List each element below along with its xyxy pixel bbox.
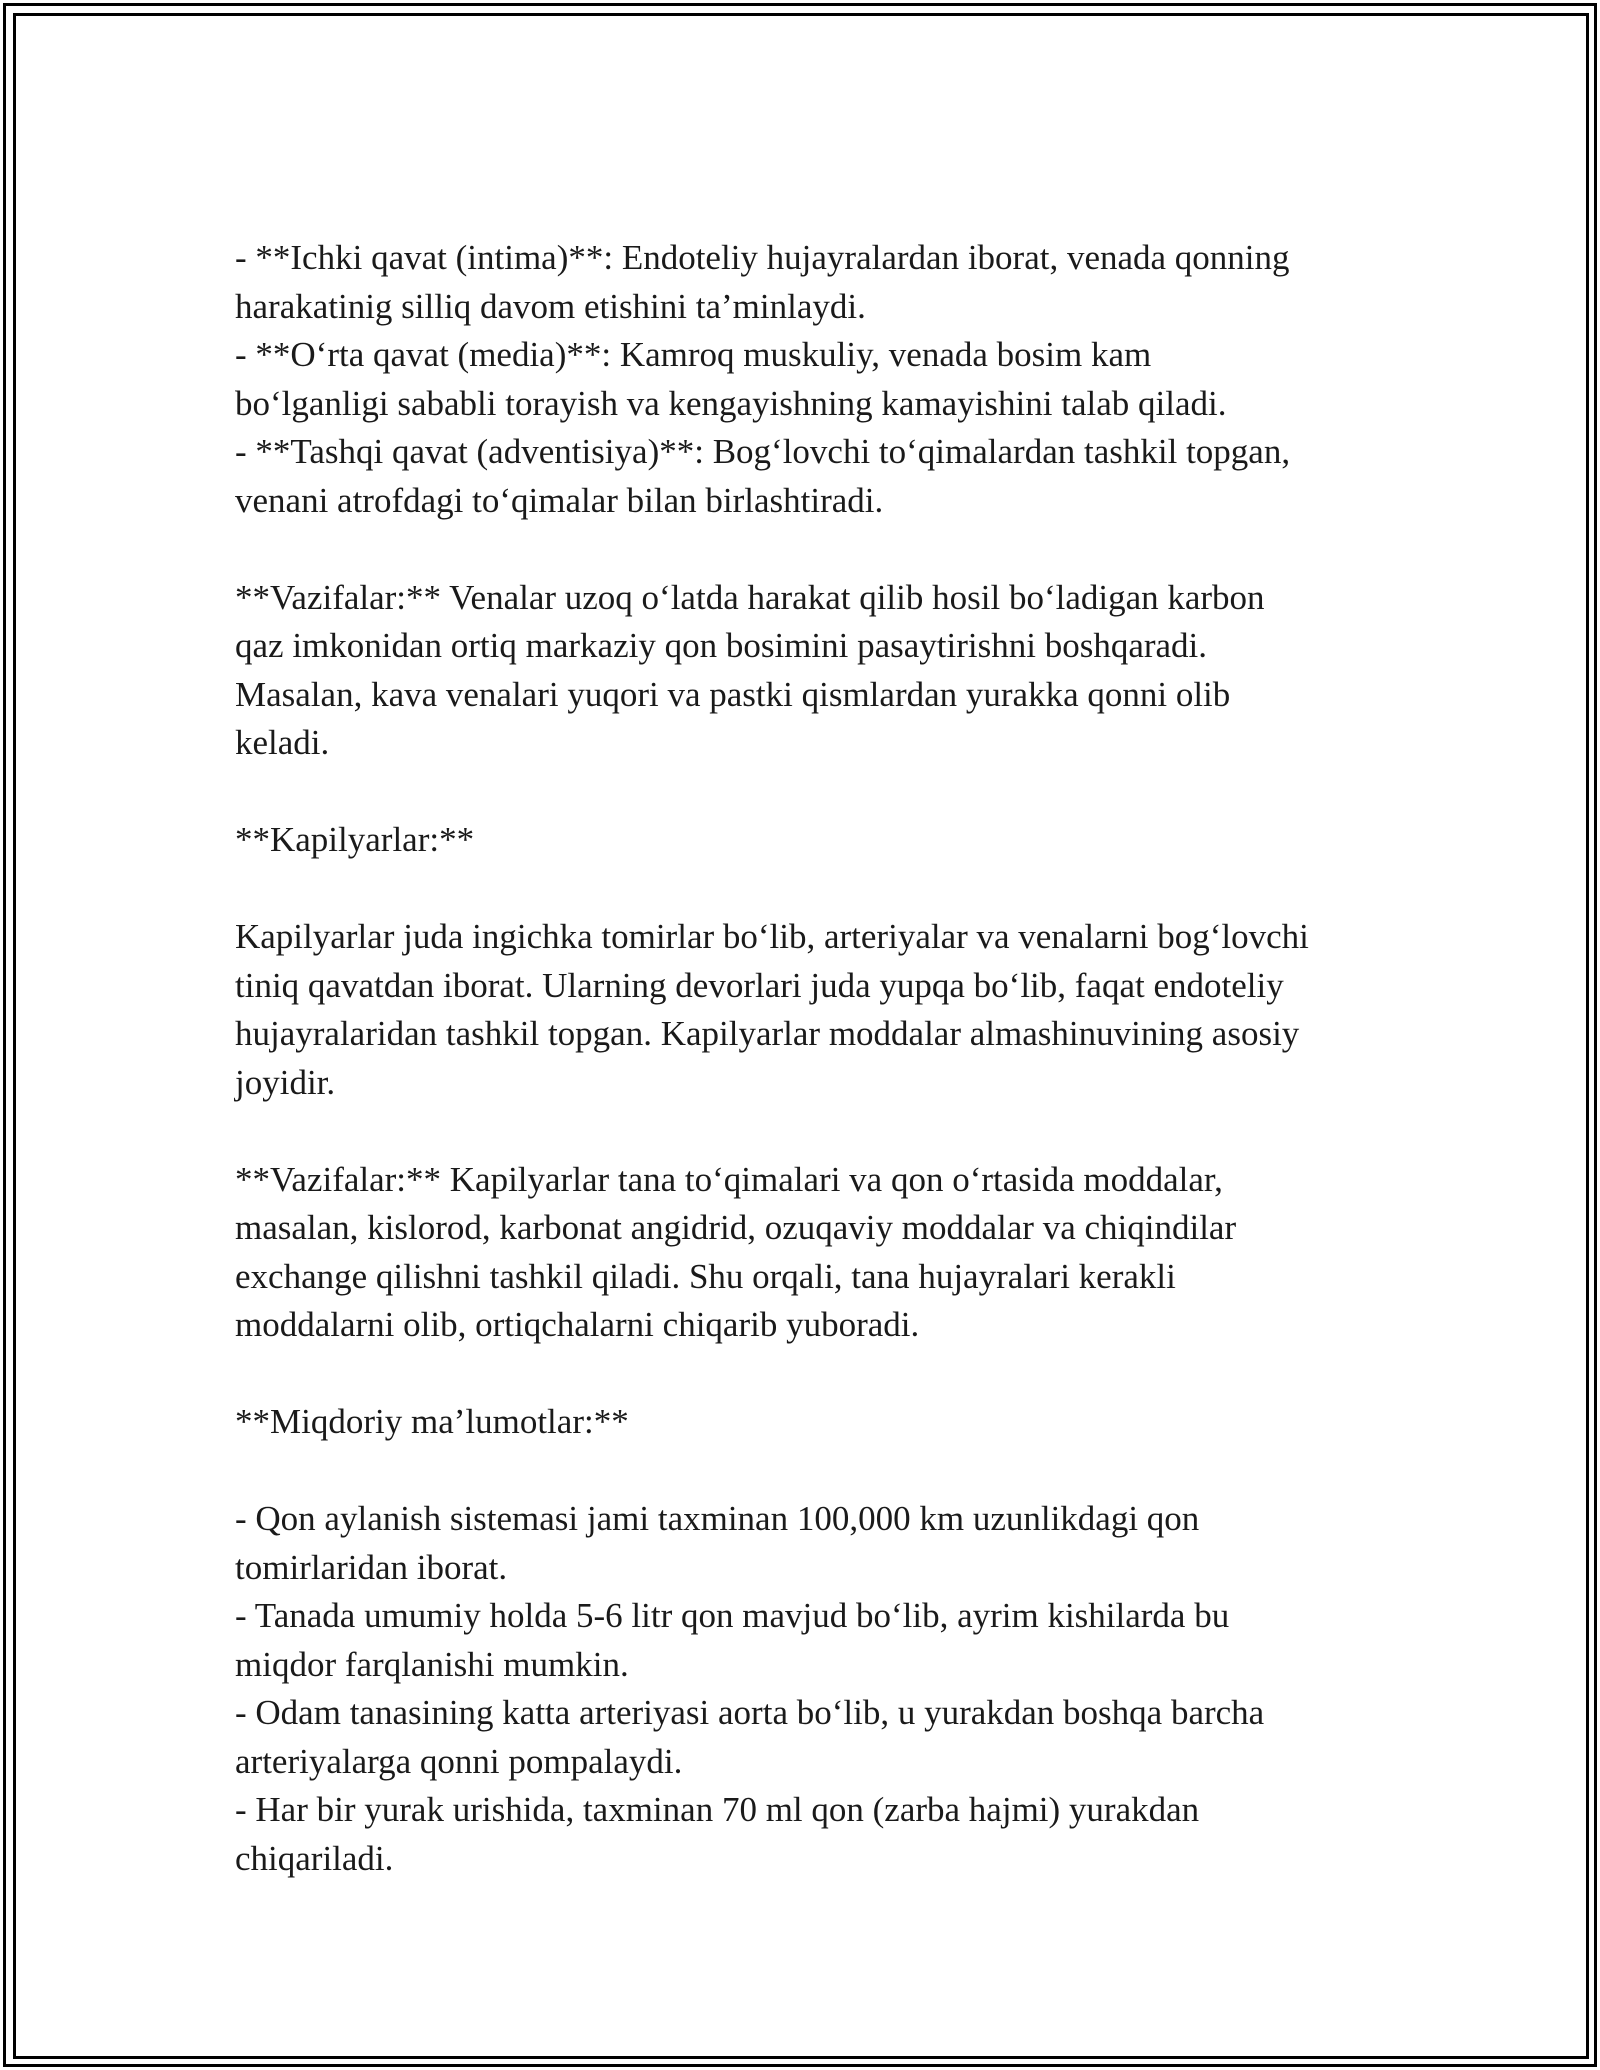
text-line: exchange qilishni tashkil qiladi. Shu orqali, tana hujayralari kerakli [235,1256,1176,1296]
text-line: arteriyalarga qonni pompalaydi. [235,1741,683,1781]
text-line: keladi. [235,723,330,762]
text-line: tomirlaridan iborat. [235,1547,508,1587]
text-line: **Kapilyarlar:** [235,820,475,859]
text-line: chiqariladi. [235,1838,394,1878]
text-line: - Har bir yurak urishida, taxminan 70 ml qon (zarba hajmi) yurakdan [235,1790,1200,1829]
text-line: - **O‘rta qavat (media)**: Kamroq muskuliy, venada bosim kam [235,335,1152,374]
text-line: hujayralaridan tashkil topgan. Kapilyarlar moddalar almashinuvining asosiy [235,1014,1300,1053]
paragraph-capillaries-functions [235,1156,1375,1350]
text-line: miqdor farqlanishi mumkin. [235,1644,629,1684]
paragraph-vein-functions [235,574,1375,768]
heading-quantitative-data [235,1398,1375,1447]
text-line: bo‘lganligi sababli torayish va kengayishning kamayishini talab qiladi. [235,383,1227,423]
text-line: moddalarni olib, ortiqchalarni chiqarib yuboradi. [235,1305,920,1344]
text-line: **Vazifalar:** Kapilyarlar tana to‘qimalari va qon o‘rtasida moddalar, [235,1159,1223,1199]
text-line: **Vazifalar:** Venalar uzoq o‘latda harakat qilib hosil bo‘ladigan karbon [235,577,1265,617]
paragraph-vein-layers [235,234,1375,525]
text-line: masalan, kislorod, karbonat angidrid, ozuqaviy moddalar va chiqindilar [235,1208,1237,1247]
text-line: qaz imkonidan ortiq markaziy qon bosimini pasaytirishni boshqaradi. [235,626,1208,665]
text-line: - Qon aylanish sistemasi jami taxminan 100,000 km uzunlikdagi qon [235,1499,1200,1538]
text-line: - Odam tanasining katta arteriyasi aorta bo‘lib, u yurakdan boshqa barcha [235,1693,1265,1732]
text-line: joyidir. [235,1062,336,1102]
text-line: - Tanada umumiy holda 5-6 litr qon mavjud bo‘lib, ayrim kishilarda bu [235,1596,1230,1635]
text-line: tiniq qavatdan iborat. Ularning devorlari juda yupqa bo‘lib, faqat endoteliy [235,965,1284,1005]
text-line: **Miqdoriy ma’lumotlar:** [235,1402,629,1441]
text-line: - **Tashqi qavat (adventisiya)**: Bog‘lovchi to‘qimalardan tashkil topgan, [235,432,1291,471]
paragraph-capillaries-description [235,913,1375,1107]
heading-capillaries [235,816,1375,865]
document-body [235,234,1375,1883]
paragraph-quantitative-list [235,1495,1375,1883]
text-line: Kapilyarlar juda ingichka tomirlar bo‘lib, arteriyalar va venalarni bog‘lovchi [235,917,1309,956]
text-line: venani atrofdagi to‘qimalar bilan birlashtiradi. [235,480,884,520]
text-line: - **Ichki qavat (intima)**: Endoteliy hujayralardan iborat, venada qonning [235,238,1290,277]
text-line: harakatinig silliq davom etishini ta’minlaydi. [235,286,866,326]
text-line: Masalan, kava venalari yuqori va pastki qismlardan yurakka qonni olib [235,674,1231,714]
